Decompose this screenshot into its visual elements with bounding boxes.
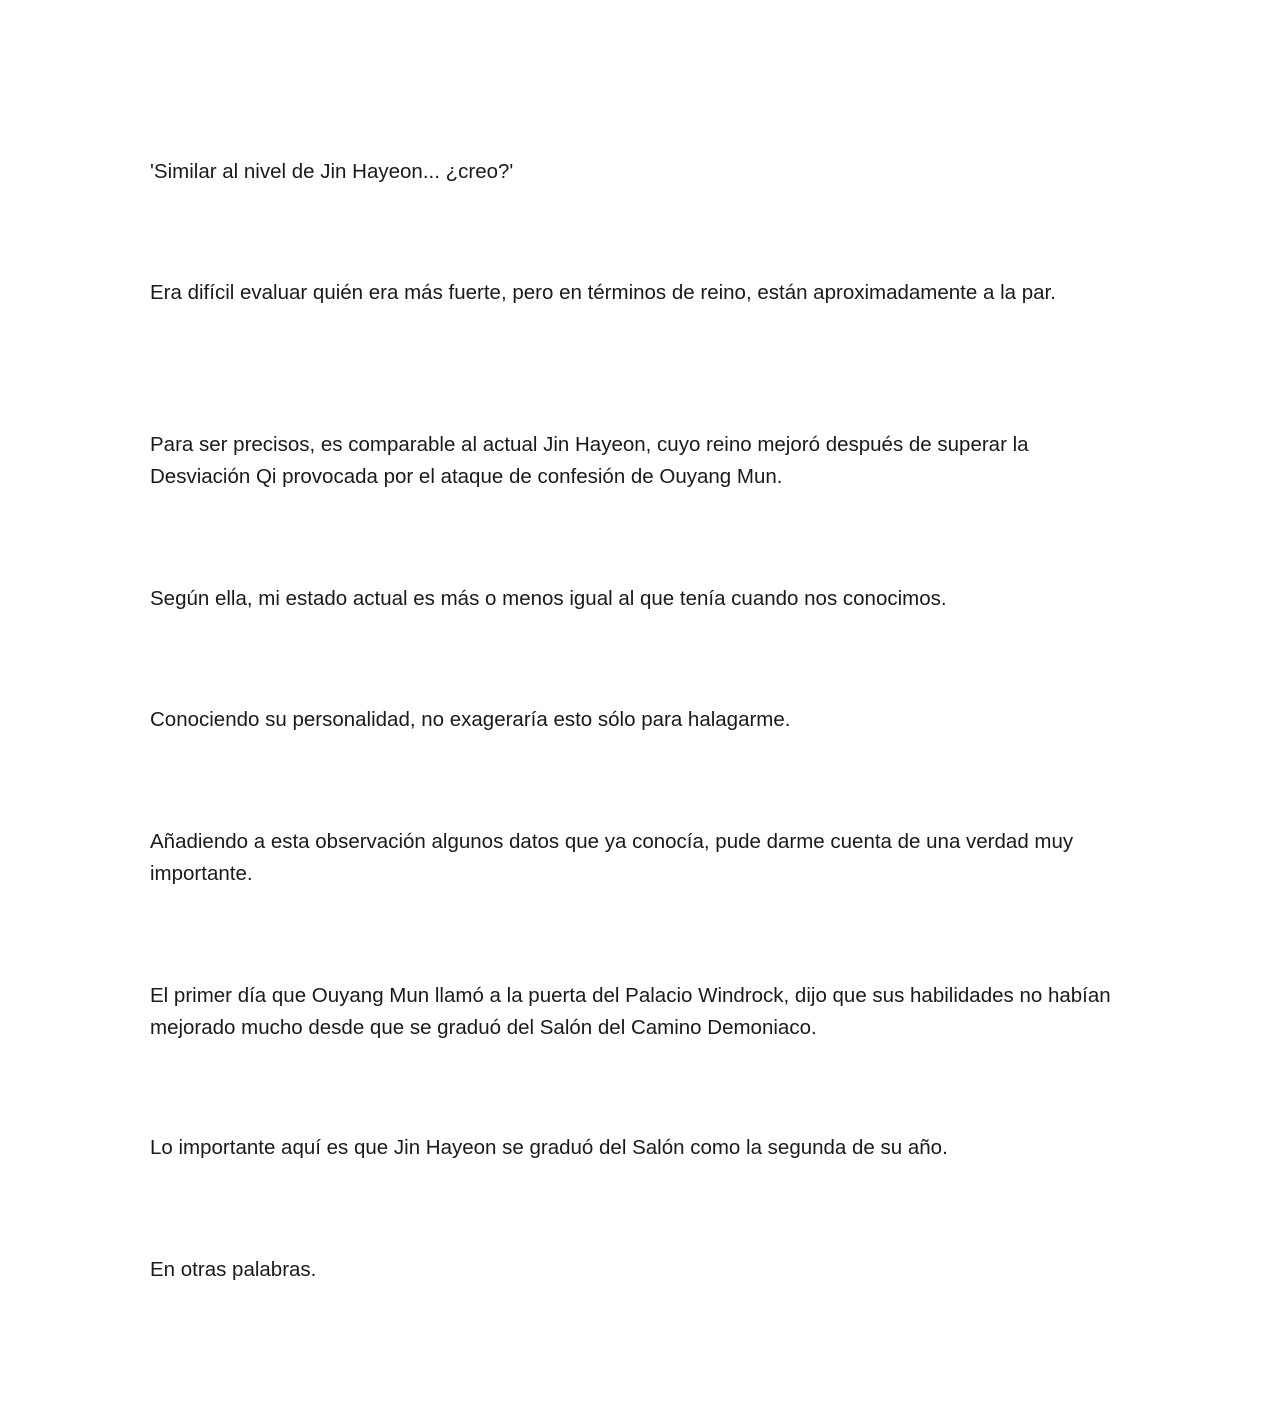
paragraph-7: El primer día que Ouyang Mun llamó a la puerta del Palacio Windrock, dijo que sus habilidades no habían mejorado mucho desde que se graduó del Salón del Camino Demoniaco. [150, 984, 1111, 1039]
paragraph-9: En otras palabras. [150, 1258, 317, 1281]
paragraph-4: Según ella, mi estado actual es más o menos igual al que tenía cuando nos conocimos. [150, 587, 947, 610]
paragraph-6: Añadiendo a esta observación algunos datos que ya conocía, pude darme cuenta de una verdad muy importante. [150, 830, 1074, 885]
paragraph-8: Lo importante aquí es que Jin Hayeon se graduó del Salón como la segunda de su año. [150, 1136, 948, 1159]
paragraph-1: 'Similar al nivel de Jin Hayeon... ¿creo?' [150, 160, 514, 183]
paragraph-5: Conociendo su personalidad, no exageraría esto sólo para halagarme. [150, 708, 791, 731]
paragraph-2: Era difícil evaluar quién era más fuerte, pero en términos de reino, están aproximadamente a la par. [150, 281, 1056, 304]
paragraph-3: Para ser precisos, es comparable al actual Jin Hayeon, cuyo reino mejoró después de superar la Desviación Qi provocada por el ataque de confesión de Ouyang Mun. [150, 433, 1029, 488]
